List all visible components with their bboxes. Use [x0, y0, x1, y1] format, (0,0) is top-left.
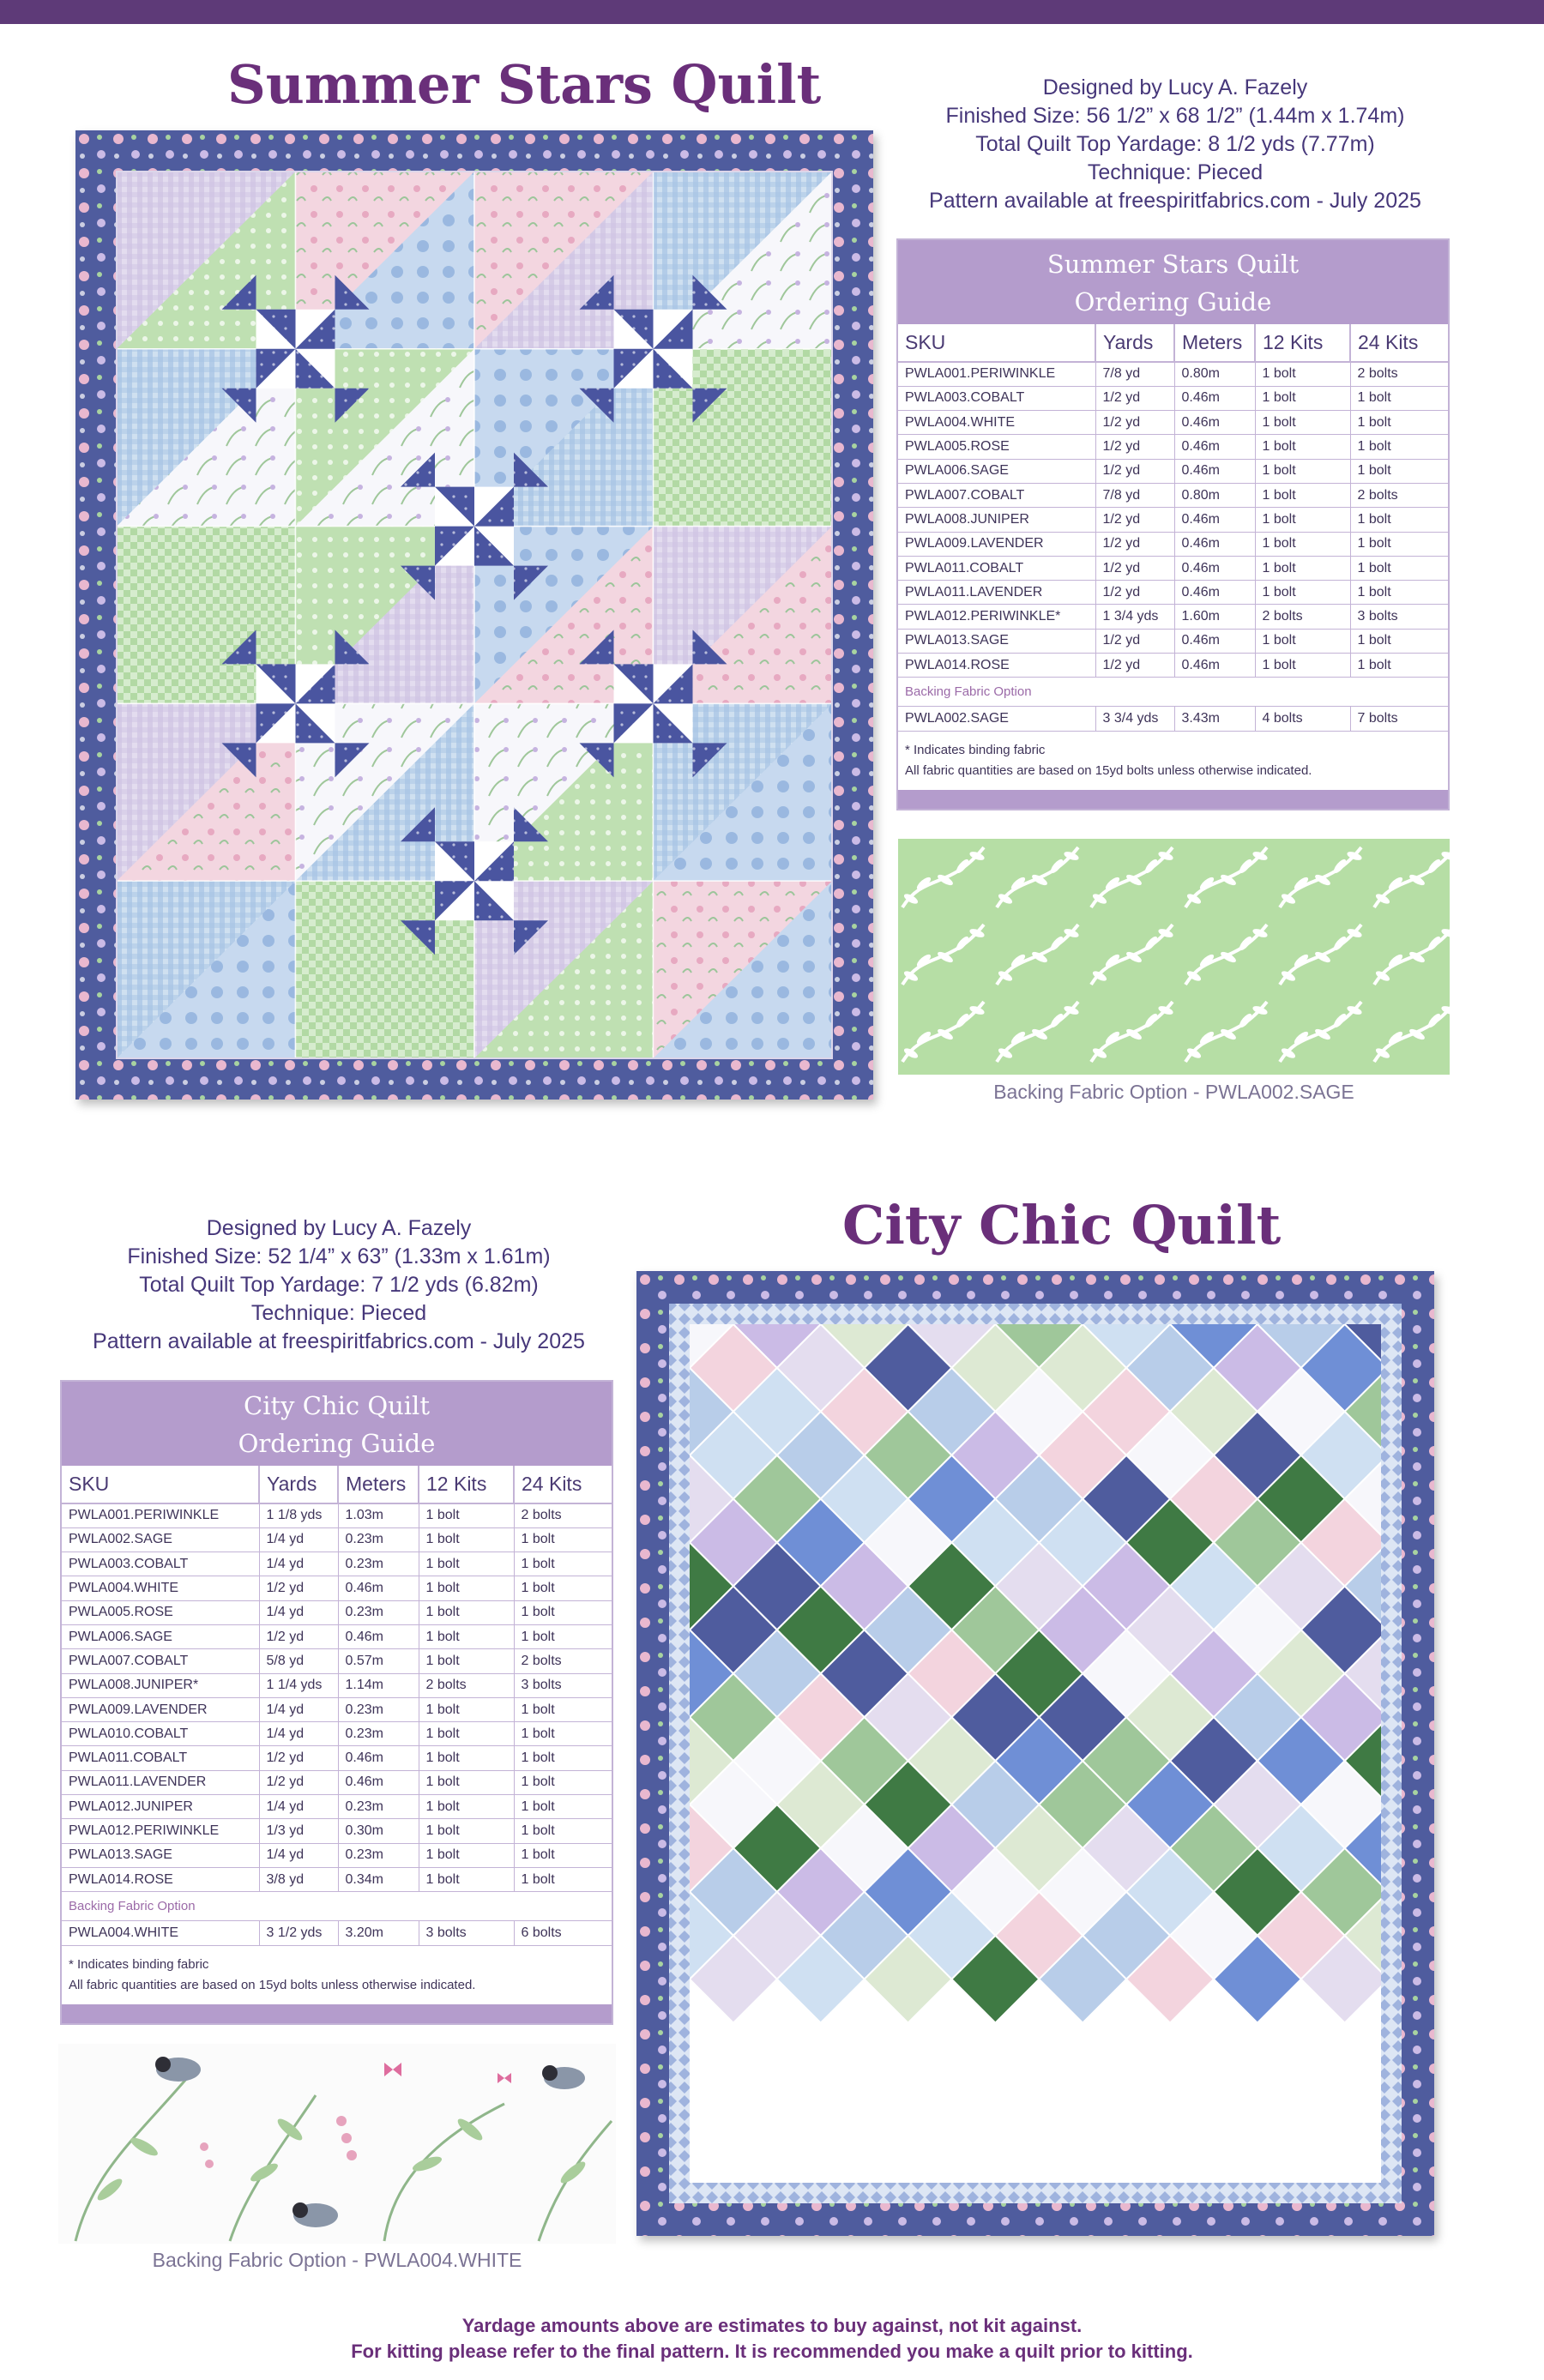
- column-header: 24 Kits: [514, 1466, 612, 1503]
- bolt-note: All fabric quantities are based on 15yd bolts unless otherwise indicated.: [905, 762, 1312, 778]
- table-cell: 1 bolt: [419, 1722, 514, 1746]
- table-cell: PWLA004.WHITE: [898, 411, 1095, 435]
- table-cell: 1.60m: [1174, 605, 1255, 629]
- table-row: [62, 1770, 612, 1794]
- table-cell: 1/2 yd: [259, 1624, 338, 1648]
- yardage-line: Total Quilt Top Yardage: 8 1/2 yds (7.77m): [975, 132, 1375, 156]
- city-chic-quilt-svg: [636, 1271, 1434, 2236]
- table-cell: 1 bolt: [514, 1867, 612, 1891]
- table-cell: 3.20m: [338, 1921, 419, 1945]
- table-cell: 1/2 yd: [1095, 556, 1174, 580]
- table-header-row: [898, 324, 1448, 362]
- table-cell: PWLA012.PERIWINKLE*: [898, 605, 1095, 629]
- table-cell: 0.57m: [338, 1649, 419, 1673]
- table-cell: 1/4 yd: [259, 1843, 338, 1867]
- table-row: [898, 459, 1448, 483]
- table-cell: 1 bolt: [419, 1527, 514, 1552]
- table-cell: 1 bolt: [419, 1867, 514, 1891]
- guide-subtitle: Ordering Guide: [1074, 287, 1272, 316]
- summer-stars-info: [926, 74, 1424, 215]
- table-cell: PWLA008.JUNIPER*: [62, 1673, 259, 1697]
- table-cell: 1/2 yd: [1095, 629, 1174, 653]
- table-cell: 1 bolt: [1255, 532, 1350, 556]
- column-header: Meters: [338, 1466, 419, 1503]
- table-cell: 7/8 yd: [1095, 362, 1174, 386]
- ordering-table-body: [898, 362, 1448, 731]
- white-bird-swatch-caption: Backing Fabric Option - PWLA004.WHITE: [152, 2249, 522, 2271]
- table-cell: 4 bolts: [1255, 707, 1350, 731]
- sage-swatch-svg: [898, 839, 1450, 1075]
- designer-line: Designed by Lucy A. Fazely: [206, 1216, 472, 1240]
- disclaimer-line-1: Yardage amounts above are estimates to buy against, not kit against.: [461, 2315, 1083, 2336]
- table-cell: PWLA013.SAGE: [62, 1843, 259, 1867]
- table-cell: 1 bolt: [1350, 411, 1448, 435]
- table-cell: 1 bolt: [1350, 581, 1448, 605]
- table-cell: 1/2 yd: [259, 1746, 338, 1770]
- table-cell: 1/4 yd: [259, 1600, 338, 1624]
- table-row: [898, 581, 1448, 605]
- table-row: [898, 411, 1448, 435]
- table-row: [62, 1503, 612, 1527]
- table-cell: 1/2 yd: [1095, 459, 1174, 483]
- column-header: Meters: [1174, 324, 1255, 362]
- ordering-table-body: [62, 1503, 612, 1945]
- table-cell: 1 bolt: [419, 1576, 514, 1600]
- backing-section-label: Backing Fabric Option: [898, 678, 1448, 707]
- table-cell: 3.43m: [1174, 707, 1255, 731]
- table-row: [62, 1819, 612, 1843]
- table-cell: 0.23m: [338, 1697, 419, 1721]
- sage-backing-fabric-swatch: [898, 839, 1450, 1075]
- summer-stars-quilt-svg: [75, 130, 873, 1100]
- guide-header: [898, 240, 1448, 324]
- table-row: [62, 1552, 612, 1576]
- table-cell: PWLA004.WHITE: [62, 1576, 259, 1600]
- table-cell: 1/2 yd: [1095, 581, 1174, 605]
- table-cell: PWLA014.ROSE: [898, 654, 1095, 678]
- table-cell: 6 bolts: [514, 1921, 612, 1945]
- table-cell: PWLA012.JUNIPER: [62, 1795, 259, 1819]
- table-row: [898, 605, 1448, 629]
- table-cell: 1 3/4 yds: [1095, 605, 1174, 629]
- table-cell: PWLA011.COBALT: [898, 556, 1095, 580]
- table-cell: PWLA004.WHITE: [62, 1921, 259, 1945]
- table-cell: 0.46m: [1174, 435, 1255, 459]
- table-cell: 1 bolt: [1350, 508, 1448, 532]
- table-cell: 1 bolt: [1255, 411, 1350, 435]
- table-cell: 2 bolts: [514, 1503, 612, 1527]
- bird-swatch-svg: [58, 2044, 616, 2244]
- table-header-row: [62, 1466, 612, 1503]
- table-cell: 2 bolts: [1255, 605, 1350, 629]
- table-row: [898, 362, 1448, 386]
- table-row: [62, 1673, 612, 1697]
- table-cell: PWLA010.COBALT: [62, 1722, 259, 1746]
- table-cell: PWLA011.LAVENDER: [898, 581, 1095, 605]
- table-row: [62, 1921, 612, 1945]
- table-cell: 2 bolts: [514, 1649, 612, 1673]
- table-cell: 1 bolt: [419, 1697, 514, 1721]
- table-cell: PWLA002.SAGE: [898, 707, 1095, 731]
- table-cell: 1 bolt: [1255, 556, 1350, 580]
- white-bird-backing-fabric-swatch: [58, 2044, 616, 2244]
- table-cell: 1/2 yd: [1095, 411, 1174, 435]
- table-cell: 1 bolt: [1350, 556, 1448, 580]
- binding-note: * Indicates binding fabric: [905, 742, 1046, 757]
- table-cell: 1/2 yd: [1095, 386, 1174, 410]
- table-cell: 1 bolt: [419, 1624, 514, 1648]
- table-cell: 1 bolt: [1350, 435, 1448, 459]
- table-cell: PWLA006.SAGE: [62, 1624, 259, 1648]
- table-cell: 2 bolts: [1350, 483, 1448, 507]
- table-row: [898, 629, 1448, 653]
- table-cell: PWLA005.ROSE: [62, 1600, 259, 1624]
- table-cell: 7 bolts: [1350, 707, 1448, 731]
- guide-title: Summer Stars Quilt: [1046, 250, 1300, 279]
- table-cell: 1 bolt: [1350, 654, 1448, 678]
- guide-header: [62, 1382, 612, 1466]
- table-row: [62, 1600, 612, 1624]
- table-row: [898, 508, 1448, 532]
- column-header: SKU: [62, 1466, 259, 1503]
- table-row: [62, 1527, 612, 1552]
- guide-footer-band: [898, 790, 1448, 809]
- table-cell: 1 bolt: [514, 1552, 612, 1576]
- finished-size-line: Finished Size: 52 1/4” x 63” (1.33m x 1.61m): [127, 1244, 551, 1268]
- table-cell: PWLA013.SAGE: [898, 629, 1095, 653]
- table-cell: 1 bolt: [514, 1746, 612, 1770]
- table-cell: 1 bolt: [419, 1746, 514, 1770]
- table-cell: 1/4 yd: [259, 1552, 338, 1576]
- table-cell: 1 bolt: [1350, 386, 1448, 410]
- table-cell: PWLA001.PERIWINKLE: [898, 362, 1095, 386]
- ordering-table: [898, 324, 1448, 732]
- table-cell: PWLA003.COBALT: [898, 386, 1095, 410]
- table-row: [62, 1843, 612, 1867]
- table-cell: 0.46m: [1174, 386, 1255, 410]
- table-cell: 3 bolts: [514, 1673, 612, 1697]
- table-cell: 1.14m: [338, 1673, 419, 1697]
- table-cell: 1 bolt: [1255, 459, 1350, 483]
- table-row: [62, 1697, 612, 1721]
- table-cell: 0.46m: [1174, 459, 1255, 483]
- column-header: 12 Kits: [419, 1466, 514, 1503]
- table-cell: 1 bolt: [1350, 532, 1448, 556]
- table-cell: 1/4 yd: [259, 1795, 338, 1819]
- table-row: [62, 1795, 612, 1819]
- finished-size-line: Finished Size: 56 1/2” x 68 1/2” (1.44m x 1.74m): [945, 104, 1405, 128]
- column-header: Yards: [1095, 324, 1174, 362]
- guide-notes: [62, 1946, 612, 2004]
- table-cell: 1 bolt: [1255, 483, 1350, 507]
- table-cell: 1 bolt: [514, 1576, 612, 1600]
- summer-stars-blocks: [117, 172, 832, 1058]
- table-cell: 7/8 yd: [1095, 483, 1174, 507]
- table-cell: 0.34m: [338, 1867, 419, 1891]
- table-cell: 1 bolt: [1350, 629, 1448, 653]
- top-accent-bar: [0, 0, 1544, 24]
- table-cell: 1/2 yd: [259, 1576, 338, 1600]
- table-cell: 3 bolts: [419, 1921, 514, 1945]
- backing-section-row: [62, 1892, 612, 1921]
- table-row: [62, 1576, 612, 1600]
- table-cell: PWLA009.LAVENDER: [898, 532, 1095, 556]
- table-cell: 1/2 yd: [1095, 435, 1174, 459]
- table-cell: 1 bolt: [419, 1552, 514, 1576]
- table-row: [62, 1867, 612, 1891]
- table-row: [62, 1624, 612, 1648]
- table-cell: 1 bolt: [419, 1770, 514, 1794]
- table-cell: 2 bolts: [419, 1673, 514, 1697]
- column-header: Yards: [259, 1466, 338, 1503]
- table-cell: PWLA006.SAGE: [898, 459, 1095, 483]
- table-cell: 1 bolt: [514, 1527, 612, 1552]
- table-cell: 0.46m: [338, 1624, 419, 1648]
- city-chic-quilt-image: [636, 1271, 1434, 2236]
- table-row: [62, 1649, 612, 1673]
- designer-line: Designed by Lucy A. Fazely: [1042, 75, 1308, 99]
- table-cell: 1 bolt: [1255, 581, 1350, 605]
- guide-title: City Chic Quilt: [244, 1391, 430, 1420]
- table-cell: 3/8 yd: [259, 1867, 338, 1891]
- table-cell: PWLA008.JUNIPER: [898, 508, 1095, 532]
- sage-swatch-caption: Backing Fabric Option - PWLA002.SAGE: [993, 1081, 1354, 1103]
- table-cell: 5/8 yd: [259, 1649, 338, 1673]
- summer-stars-title: Summer Stars Quilt: [227, 53, 822, 116]
- table-cell: 1 bolt: [514, 1722, 612, 1746]
- table-cell: PWLA007.COBALT: [62, 1649, 259, 1673]
- city-chic-title: City Chic Quilt: [842, 1194, 1282, 1256]
- table-cell: 0.46m: [1174, 654, 1255, 678]
- table-row: [898, 386, 1448, 410]
- table-cell: 0.23m: [338, 1722, 419, 1746]
- table-cell: 0.46m: [1174, 411, 1255, 435]
- table-cell: 1 bolt: [514, 1795, 612, 1819]
- ordering-table: [62, 1466, 612, 1946]
- table-row: [898, 483, 1448, 507]
- table-row: [898, 435, 1448, 459]
- pattern-availability-line: Pattern available at freespiritfabrics.com - July 2025: [93, 1329, 585, 1353]
- table-cell: 0.23m: [338, 1600, 419, 1624]
- binding-note: * Indicates binding fabric: [69, 1956, 209, 1972]
- table-cell: 0.46m: [1174, 581, 1255, 605]
- bolt-note: All fabric quantities are based on 15yd bolts unless otherwise indicated.: [69, 1977, 476, 1992]
- table-cell: 1 bolt: [1255, 654, 1350, 678]
- table-cell: 1 bolt: [1255, 386, 1350, 410]
- table-cell: 1 bolt: [1255, 629, 1350, 653]
- table-cell: 1 bolt: [514, 1624, 612, 1648]
- table-cell: 1 bolt: [514, 1843, 612, 1867]
- pattern-availability-line: Pattern available at freespiritfabrics.com - July 2025: [929, 189, 1421, 213]
- column-header: SKU: [898, 324, 1095, 362]
- table-cell: PWLA011.LAVENDER: [62, 1770, 259, 1794]
- table-cell: 0.46m: [1174, 629, 1255, 653]
- table-cell: 1/2 yd: [1095, 654, 1174, 678]
- table-cell: 1 bolt: [1350, 459, 1448, 483]
- backing-section-label: Backing Fabric Option: [62, 1892, 612, 1921]
- table-cell: 1/2 yd: [1095, 532, 1174, 556]
- table-cell: PWLA005.ROSE: [898, 435, 1095, 459]
- table-cell: 1 bolt: [419, 1843, 514, 1867]
- table-cell: 0.30m: [338, 1819, 419, 1843]
- column-header: 12 Kits: [1255, 324, 1350, 362]
- table-cell: 1/2 yd: [1095, 508, 1174, 532]
- table-cell: 0.46m: [1174, 532, 1255, 556]
- table-cell: 0.23m: [338, 1795, 419, 1819]
- table-cell: 1 bolt: [514, 1697, 612, 1721]
- table-cell: 1.03m: [338, 1503, 419, 1527]
- column-header: 24 Kits: [1350, 324, 1448, 362]
- table-cell: 1 bolt: [419, 1795, 514, 1819]
- table-cell: 1/3 yd: [259, 1819, 338, 1843]
- table-cell: PWLA001.PERIWINKLE: [62, 1503, 259, 1527]
- table-cell: 0.46m: [338, 1576, 419, 1600]
- table-cell: 1 bolt: [1255, 435, 1350, 459]
- table-cell: 0.46m: [1174, 508, 1255, 532]
- table-row: [62, 1722, 612, 1746]
- guide-subtitle: Ordering Guide: [238, 1429, 436, 1458]
- city-chic-info: [81, 1214, 596, 1356]
- table-cell: 1 bolt: [514, 1819, 612, 1843]
- table-cell: 1 bolt: [419, 1503, 514, 1527]
- city-chic-ordering-guide: [60, 1380, 613, 2025]
- table-row: [62, 1746, 612, 1770]
- table-cell: PWLA003.COBALT: [62, 1552, 259, 1576]
- technique-line: Technique: Pieced: [250, 1301, 427, 1325]
- summer-stars-quilt-image: [75, 130, 873, 1100]
- table-cell: 1/4 yd: [259, 1722, 338, 1746]
- table-cell: PWLA014.ROSE: [62, 1867, 259, 1891]
- guide-notes: [898, 732, 1448, 790]
- table-cell: 1 bolt: [419, 1600, 514, 1624]
- table-cell: 1 bolt: [419, 1649, 514, 1673]
- table-cell: 0.23m: [338, 1527, 419, 1552]
- city-chic-blocks: [636, 1271, 1434, 2023]
- table-row: [898, 707, 1448, 731]
- table-cell: PWLA002.SAGE: [62, 1527, 259, 1552]
- table-cell: 0.80m: [1174, 483, 1255, 507]
- yardage-line: Total Quilt Top Yardage: 7 1/2 yds (6.82m): [139, 1273, 539, 1297]
- table-cell: 1/4 yd: [259, 1697, 338, 1721]
- table-cell: 1 bolt: [1255, 362, 1350, 386]
- table-cell: 1 bolt: [1255, 508, 1350, 532]
- table-cell: PWLA011.COBALT: [62, 1746, 259, 1770]
- table-cell: 0.46m: [338, 1770, 419, 1794]
- backing-section-row: [898, 678, 1448, 707]
- table-cell: 1/2 yd: [259, 1770, 338, 1794]
- table-cell: 1 bolt: [419, 1819, 514, 1843]
- table-cell: 2 bolts: [1350, 362, 1448, 386]
- table-cell: 1 bolt: [514, 1600, 612, 1624]
- table-cell: 3 3/4 yds: [1095, 707, 1174, 731]
- summer-stars-ordering-guide: [896, 238, 1450, 810]
- table-row: [898, 556, 1448, 580]
- table-cell: 1 1/4 yds: [259, 1673, 338, 1697]
- table-cell: 1 1/8 yds: [259, 1503, 338, 1527]
- kitting-disclaimer: [0, 2313, 1544, 2365]
- guide-footer-band: [62, 2004, 612, 2023]
- table-cell: 0.80m: [1174, 362, 1255, 386]
- table-cell: 3 1/2 yds: [259, 1921, 338, 1945]
- disclaimer-line-2: For kitting please refer to the final pattern. It is recommended you make a quilt prior to kitting.: [351, 2341, 1193, 2362]
- table-cell: PWLA009.LAVENDER: [62, 1697, 259, 1721]
- table-cell: 0.46m: [338, 1746, 419, 1770]
- table-row: [898, 532, 1448, 556]
- technique-line: Technique: Pieced: [1087, 160, 1264, 184]
- table-cell: PWLA012.PERIWINKLE: [62, 1819, 259, 1843]
- table-cell: 0.23m: [338, 1552, 419, 1576]
- table-cell: 1/4 yd: [259, 1527, 338, 1552]
- table-cell: 1 bolt: [514, 1770, 612, 1794]
- table-cell: 3 bolts: [1350, 605, 1448, 629]
- table-cell: 0.23m: [338, 1843, 419, 1867]
- table-cell: PWLA007.COBALT: [898, 483, 1095, 507]
- table-cell: 0.46m: [1174, 556, 1255, 580]
- table-row: [898, 654, 1448, 678]
